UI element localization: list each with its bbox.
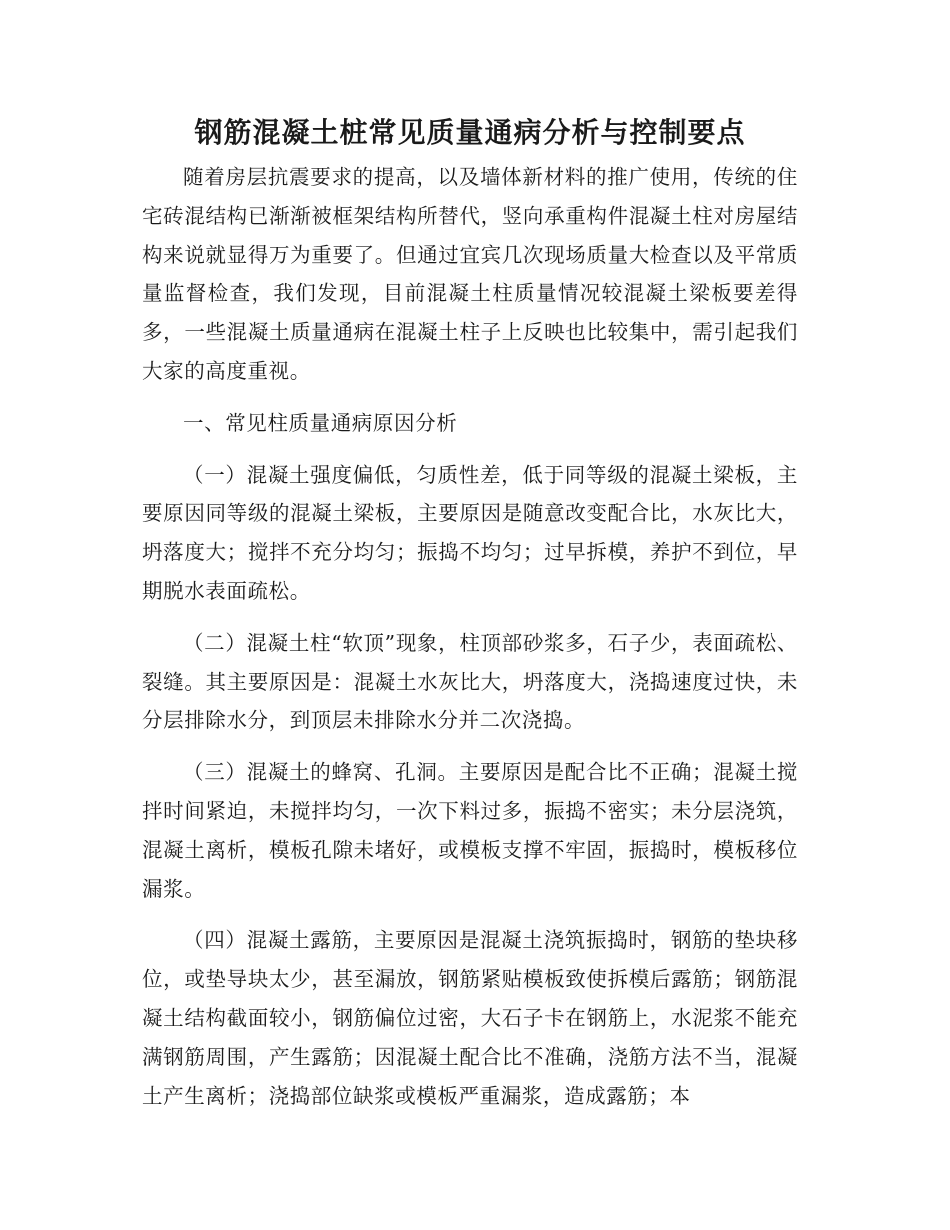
paragraph-item-2: （二）混凝土柱“软顶”现象，柱顶部砂浆多，石子少，表面疏松、裂缝。其主要原因是：混凝土水灰比大，坍落度大，浇捣速度过快，未分层排除水分，到顶层未排除水分并二次浇捣。	[142, 630, 798, 733]
document-body	[142, 108, 798, 1115]
section-heading: 一、常见柱质量通病原因分析	[183, 410, 458, 435]
document-title: 钢筋混凝土桩常见质量通病分析与控制要点	[194, 116, 746, 149]
paragraph-item-4: （四）混凝土露筋，主要原因是混凝土浇筑振捣时，钢筋的垫块移位，或垫导块太少，甚至漏放，钢筋紧贴模板致使拆模后露筋；钢筋混凝土结构截面较小，钢筋偏位过密，大石子卡在钢筋上，水泥浆不能充满钢筋周围，产生露筋；因混凝土配合比不准确，浇筋方法不当，混凝土产生离析；浇捣部位缺浆或模板严重漏浆，造成露筋；本	[142, 928, 798, 1108]
intro-paragraph: 随着房层抗震要求的提高，以及墙体新材料的推广使用，传统的住宅砖混结构已渐渐被框架结构所替代，竖向承重构件混凝土柱对房屋结构来说就显得万为重要了。但通过宜宾几次现场质量大检查以及平常质量监督检查，我们发现，目前混凝土柱质量情况较混凝土梁板要差得多，一些混凝土质量通病在混凝土柱子上反映也比较集中，需引起我们大家的高度重视。	[142, 165, 798, 383]
paragraph-item-1: （一）混凝土强度偏低，匀质性差，低于同等级的混凝土梁板，主要原因同等级的混凝土梁板，主要原因是随意改变配合比，水灰比大，坍落度大；搅拌不充分均匀；振捣不均匀；过早拆模，养护不到位，早期脱水表面疏松。	[142, 462, 798, 603]
paragraph-item-3: （三）混凝土的蜂窝、孔洞。主要原因是配合比不正确；混凝土搅拌时间紧迫，未搅拌均匀，一次下料过多，振捣不密实；未分层浇筑，混凝土离析，模板孔隙未堵好，或模板支撑不牢固，振捣时，模板移位漏浆。	[142, 760, 798, 901]
